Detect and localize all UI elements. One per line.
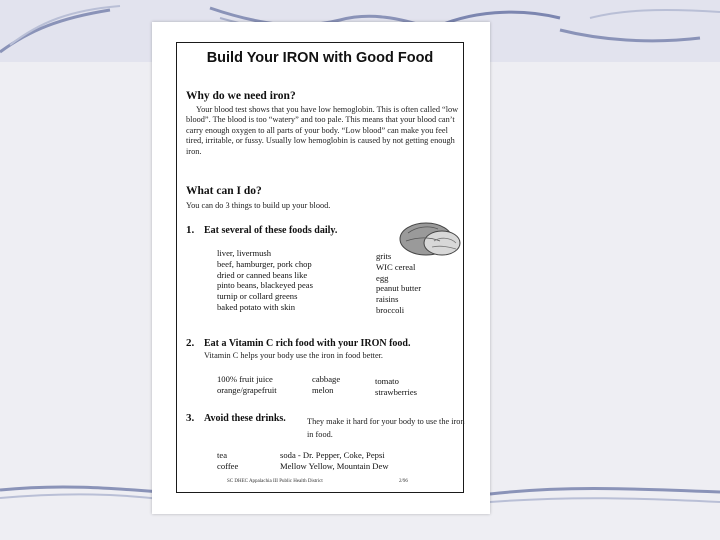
footer-date: 2/96 xyxy=(399,479,408,484)
step2-number: 2. xyxy=(186,337,195,349)
list-item: WIC cereal xyxy=(376,261,416,272)
step1-number: 1. xyxy=(186,224,195,236)
scanned-handout xyxy=(152,22,490,514)
handout-border xyxy=(176,42,464,493)
step3-title: Avoid these drinks. xyxy=(204,413,286,424)
what-paragraph: You can do 3 things to build up your blood. xyxy=(186,201,331,210)
why-heading: Why do we need iron? xyxy=(186,90,296,102)
list-item: cabbage xyxy=(312,374,341,384)
list-item: tea xyxy=(217,450,228,460)
list-item: grits xyxy=(376,251,392,261)
list-item: strawberries xyxy=(375,386,417,397)
list-item: egg xyxy=(376,272,389,283)
list-item: melon xyxy=(312,384,334,395)
list-item: tomato xyxy=(375,376,399,386)
list-item: pinto beans, blackeyed peas xyxy=(217,280,313,291)
why-paragraph: Your blood test shows that you have low hemoglobin. This is often called “low blood”. The blood is too “watery” and too pale. This means that your blood can’t carry enough oxygen to all parts of your body. “Low blood” can make you feel tired, irritable, or fussy. Usually low hemoglobin is caused by not getting enough iron. xyxy=(186,105,459,156)
list-item: 100% fruit juice xyxy=(217,374,273,384)
step1-title: Eat several of these foods daily. xyxy=(204,225,338,236)
footer-source: SC DHEC Appalachia III Public Health District xyxy=(227,479,323,484)
list-item: baked potato with skin xyxy=(217,301,296,312)
list-item: dried or canned beans like xyxy=(217,269,308,280)
list-item: soda - Dr. Pepper, Coke, Pepsi xyxy=(280,450,385,460)
step3-note: They make it hard for your body to use the iron in food. xyxy=(307,417,465,439)
step1-list-left xyxy=(217,248,313,313)
list-item: Mellow Yellow, Mountain Dew xyxy=(280,460,389,471)
step2-note: Vitamin C helps your body use the iron in food better. xyxy=(204,351,384,360)
step1-list-right xyxy=(376,251,421,316)
list-item: raisins xyxy=(376,294,399,305)
list-item: beef, hamburger, pork chop xyxy=(217,258,312,269)
list-item: turnip or collard greens xyxy=(217,291,298,302)
list-item: coffee xyxy=(217,460,239,471)
list-item: orange/grapefruit xyxy=(217,384,277,395)
step3-col1 xyxy=(217,450,238,472)
step2-col3 xyxy=(375,376,417,398)
step3-col2 xyxy=(280,450,389,472)
step2-title: Eat a Vitamin C rich food with your IRON food. xyxy=(204,338,411,349)
handout-title: Build Your IRON with Good Food xyxy=(206,50,434,66)
list-item: broccoli xyxy=(376,304,405,315)
what-heading: What can I do? xyxy=(186,185,262,197)
step2-col2 xyxy=(312,374,340,396)
list-item: liver, livermush xyxy=(217,248,272,258)
step3-number: 3. xyxy=(186,412,195,424)
list-item: peanut butter xyxy=(376,283,422,294)
step2-col1 xyxy=(217,374,277,396)
